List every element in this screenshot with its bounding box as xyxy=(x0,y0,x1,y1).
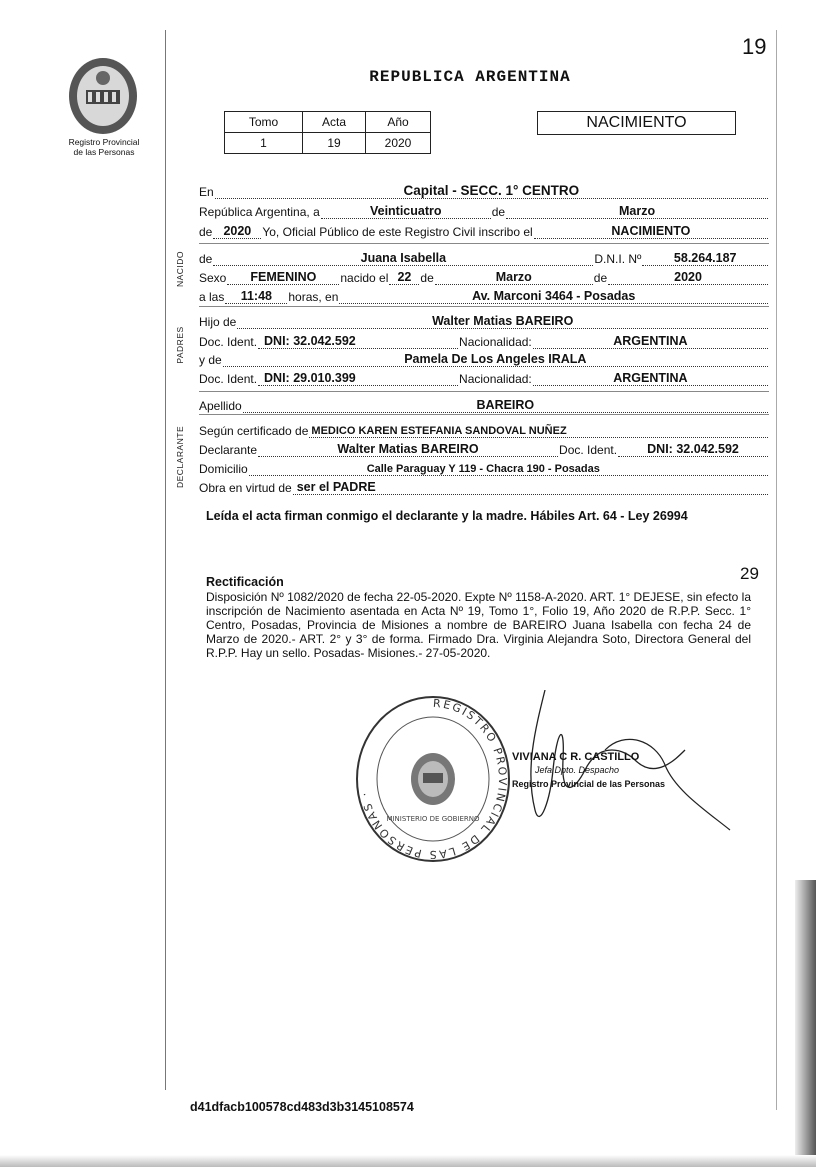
anio-text-value: 2020 xyxy=(223,224,252,238)
nac1-label: Nacionalidad: xyxy=(459,335,532,349)
nacido-label: nacido el xyxy=(340,271,389,285)
logo-caption-line2: de las Personas xyxy=(73,147,135,157)
signer-org: Registro Provincial de las Personas xyxy=(512,779,666,789)
row-en xyxy=(199,183,769,199)
tipo-value: NACIMIENTO xyxy=(611,224,691,238)
declarante-label: Declarante xyxy=(199,443,258,457)
de4-label: de xyxy=(420,271,434,285)
row-doc2 xyxy=(199,370,769,386)
separator-top xyxy=(199,243,769,244)
row-apellido xyxy=(199,397,769,413)
oficial-label: Yo, Oficial Público de este Registro Civil inscribo el xyxy=(262,225,533,239)
side-label-padres: PADRES xyxy=(175,326,185,364)
document-hash: d41dfacb100578cd483d3b3145108574 xyxy=(190,1100,414,1114)
yde-label: y de xyxy=(199,353,222,367)
row-domicilio xyxy=(199,460,769,476)
apellido-label: Apellido xyxy=(199,399,242,413)
domicilio-label: Domicilio xyxy=(199,462,248,476)
nac-anio-value: 2020 xyxy=(674,270,702,284)
republica-label: República Argentina, a xyxy=(199,205,320,219)
row-hora xyxy=(199,288,769,304)
acta-value: 19 xyxy=(303,133,366,154)
row-sexo xyxy=(199,269,769,285)
record-table xyxy=(224,111,431,154)
padre-value: Walter Matias BAREIRO xyxy=(432,314,574,328)
doc2-label: Doc. Ident. xyxy=(199,372,258,386)
apellido-value: BAREIRO xyxy=(476,398,535,412)
row-nombre xyxy=(199,250,769,266)
row-republica xyxy=(199,203,769,219)
sexo-label: Sexo xyxy=(199,271,227,285)
row-hijo xyxy=(199,313,769,329)
dni-label: D.N.I. Nº xyxy=(594,252,642,266)
separator-nacido xyxy=(199,306,769,307)
alas-label: a las xyxy=(199,290,225,304)
de-label: de xyxy=(491,205,506,219)
doc1-value: DNI: 32.042.592 xyxy=(264,334,356,348)
bottom-edge-shadow xyxy=(0,1155,816,1167)
dia-value: Veinticuatro xyxy=(369,204,442,218)
row-certificado xyxy=(199,422,769,438)
nombre-value: Juana Isabella xyxy=(360,251,447,265)
doc3-value: DNI: 32.042.592 xyxy=(647,442,739,456)
tomo-header: Tomo xyxy=(225,112,303,133)
acta-header: Acta xyxy=(303,112,366,133)
sexo-value: FEMENINO xyxy=(250,270,317,284)
row-declarante xyxy=(199,441,769,457)
segun-label: Según certificado de xyxy=(199,424,309,438)
row-madre xyxy=(199,351,769,367)
signer-name: VIVIANA C R. CASTILLO xyxy=(512,751,640,763)
certificado-value: MEDICO KAREN ESTEFANIA SANDOVAL NUÑEZ xyxy=(311,425,567,437)
rectificacion-body: Disposición Nº 1082/2020 de fecha 22-05-2020. Expte Nº 1158-A-2020. ART. 1° DEJESE, sin efecto la inscripción de Nacimiento asentada en Acta Nº 19, Tomo 1°, Folio 19, Año 2020 de R.P.P. Secc. 1° Centro, Posadas, Provincia de Misiones a nombre de BAREIRO Juana Isabella con fecha 24 de Marzo de 2020.- ART. 2° y 3° de forma. Firmado Dra. Virginia Alejandra Soto, Directora General del R.P.P. Hay un sello. Posadas- Misiones.- 27-05-2020. xyxy=(206,590,751,660)
nac-mes-value: Marzo xyxy=(495,270,532,284)
stamp-ring-text: REGISTRO PROVINCIAL DE LAS PERSONAS · xyxy=(357,696,510,862)
nac-dia-value: 22 xyxy=(397,270,412,284)
row-doc1 xyxy=(199,333,769,349)
dni-value: 58.264.187 xyxy=(673,251,737,265)
tomo-value: 1 xyxy=(225,133,303,154)
de5-label: de xyxy=(593,271,608,285)
lugar-value: Av. Marconi 3464 - Posadas xyxy=(472,289,636,303)
anio-value: 2020 xyxy=(366,133,431,154)
side-label-nacido: NACIDO xyxy=(175,250,185,288)
row-obra xyxy=(199,479,769,495)
province-seal-logo xyxy=(66,56,140,136)
madre-value: Pamela De Los Angeles IRALA xyxy=(404,352,587,366)
declarante-value: Walter Matias BAREIRO xyxy=(337,442,479,456)
domicilio-value: Calle Paraguay Y 119 - Chacra 190 - Posadas xyxy=(366,463,600,475)
document-title: REPUBLICA ARGENTINA xyxy=(369,68,571,86)
nac2-label: Nacionalidad: xyxy=(459,372,532,386)
signer-role: Jefa Dpto. Despacho xyxy=(535,765,620,775)
horas-label: horas, en xyxy=(288,290,339,304)
anio-header: Año xyxy=(366,112,431,133)
hijo-label: Hijo de xyxy=(199,315,237,329)
doc3-label: Doc. Ident. xyxy=(559,443,618,457)
page-edge-shadow xyxy=(795,880,816,1167)
note-number: 29 xyxy=(740,564,759,583)
de2-label: de xyxy=(199,225,213,239)
record-type-box: NACIMIENTO xyxy=(537,111,736,135)
en-value: Capital - SECC. 1° CENTRO xyxy=(403,183,580,198)
right-margin-line xyxy=(776,30,777,1110)
hora-value: 11:48 xyxy=(240,289,272,303)
separator-apellido xyxy=(199,414,769,415)
obra-value: ser el PADRE xyxy=(296,480,376,494)
doc2-value: DNI: 29.010.399 xyxy=(264,371,356,385)
closing-text: Leída el acta firman conmigo el declarante y la madre. Hábiles Art. 64 - Ley 26994 xyxy=(206,509,688,523)
logo-caption-line1: Registro Provincial xyxy=(68,137,140,147)
nac1-value: ARGENTINA xyxy=(613,334,688,348)
mes-value: Marzo xyxy=(618,204,656,218)
de3-label: de xyxy=(199,252,213,266)
stamp-inner-text: MINISTERIO DE GOBIERNO xyxy=(386,815,480,823)
obra-label: Obra en virtud de xyxy=(199,481,292,495)
separator-padres xyxy=(199,391,769,392)
rectificacion-heading: Rectificación xyxy=(206,575,284,589)
nac2-value: ARGENTINA xyxy=(613,371,688,385)
page-number: 19 xyxy=(742,34,767,59)
doc1-label: Doc. Ident. xyxy=(199,335,258,349)
row-oficial xyxy=(199,223,769,239)
official-stamp xyxy=(353,693,513,865)
side-label-declarante: DECLARANTE xyxy=(175,425,185,488)
en-label: En xyxy=(199,185,214,199)
left-margin-line xyxy=(165,30,166,1090)
